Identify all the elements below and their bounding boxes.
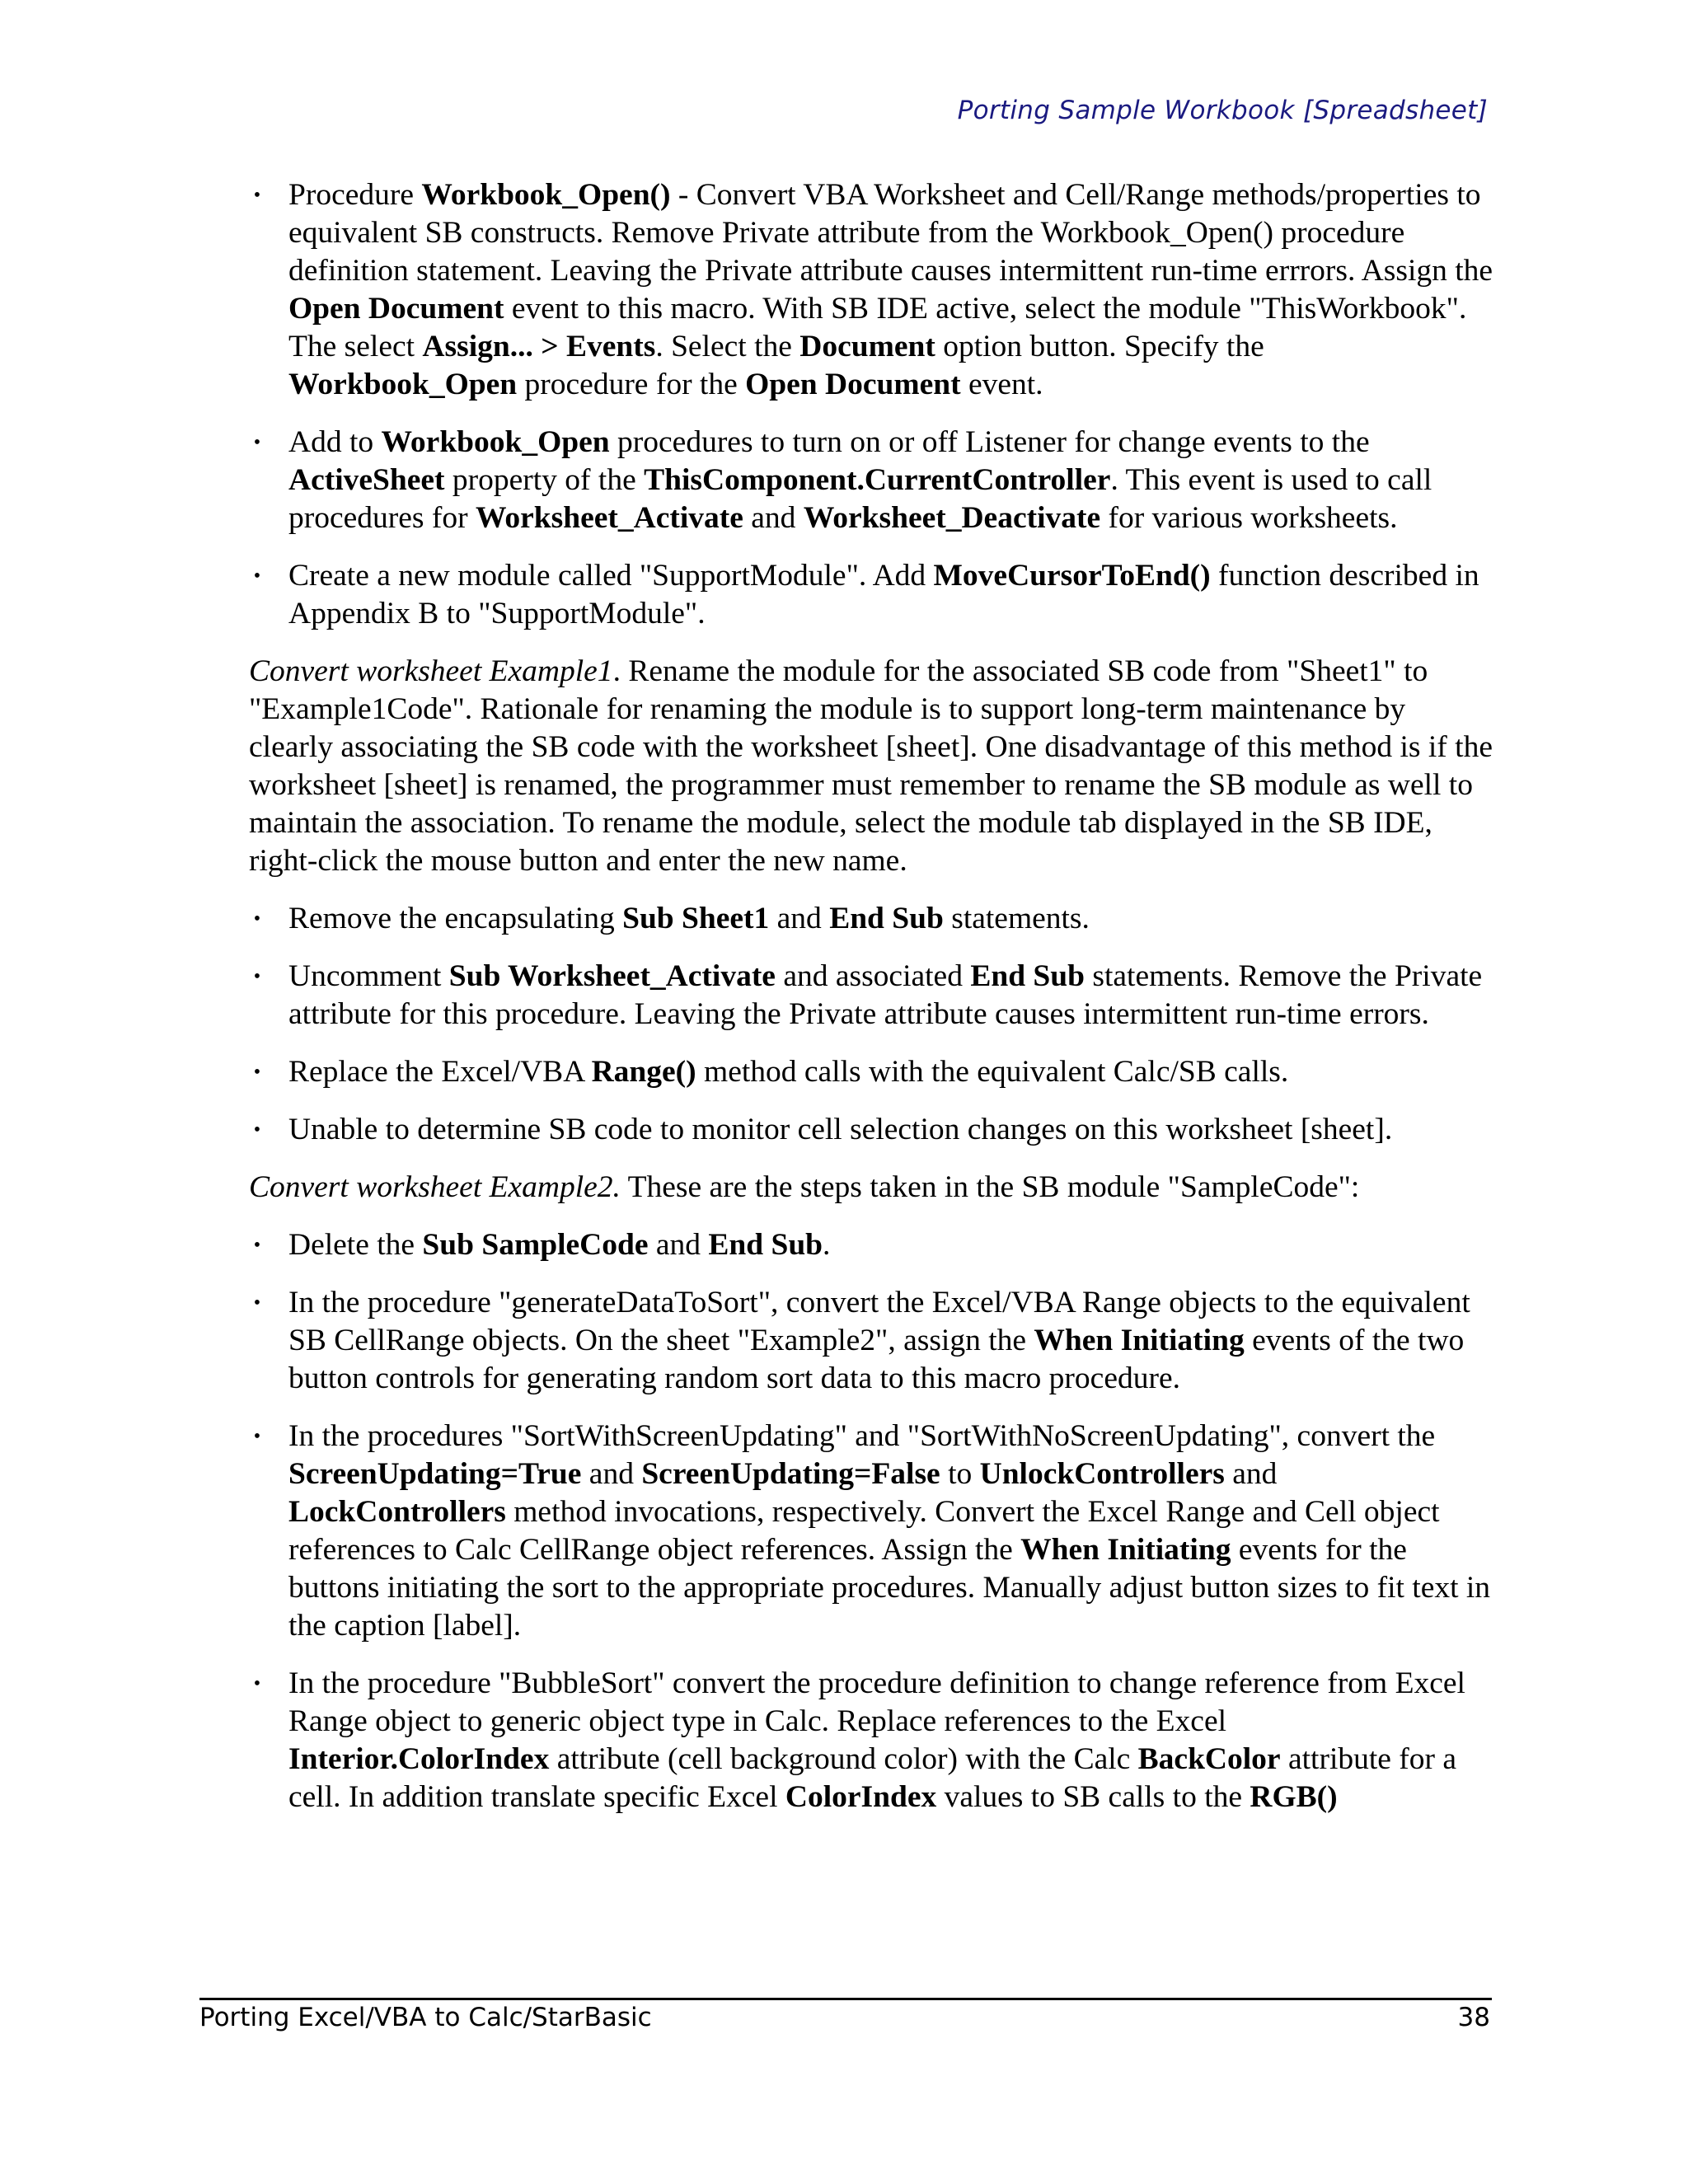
- bullet-icon: •: [253, 1119, 261, 1141]
- bullet-list-example2: [249, 1226, 1493, 1816]
- footer-title: Porting Excel/VBA to Calc/StarBasic: [199, 2003, 652, 2032]
- bullet-icon: •: [253, 1673, 261, 1694]
- list-item: • In the procedure "BubbleSort" convert the procedure definition to change reference from Excel Range object to generic object type in Calc. Replace references to the Excel Interior.ColorIndex attribute (cell background color) with the Calc BackColor attribute for a cell. In addition translate specific Excel ColorIndex values to SB calls to the RGB(): [249, 1665, 1493, 1816]
- bullet-icon: •: [253, 966, 261, 987]
- footer-divider: [199, 1998, 1492, 2000]
- bullet-icon: •: [253, 432, 261, 453]
- page-number: 38: [1457, 2003, 1490, 2032]
- list-item: • Remove the encapsulating Sub Sheet1 and End Sub statements.: [249, 900, 1493, 938]
- list-item: • In the procedure "generateDataToSort", convert the Excel/VBA Range objects to the equivalent SB CellRange objects. On the sheet "Example2", assign the When Initiating events of the two button controls for generating random sort data to this macro procedure.: [249, 1284, 1493, 1398]
- list-item: • Delete the Sub SampleCode and End Sub.: [249, 1226, 1493, 1264]
- bullet-icon: •: [253, 185, 261, 206]
- bullet-icon: •: [253, 1062, 261, 1083]
- list-item: • Add to Workbook_Open procedures to turn on or off Listener for change events to the ActiveSheet property of the ThisComponent.CurrentController. This event is used to call procedures for Worksheet_Activate and Worksheet_Deactivate for various worksheets.: [249, 424, 1493, 537]
- list-item: • Create a new module called "SupportModule". Add MoveCursorToEnd() function described in Appendix B to "SupportModule".: [249, 557, 1493, 633]
- bullet-icon: •: [253, 1235, 261, 1256]
- bullet-icon: •: [253, 908, 261, 930]
- paragraph-example2: Convert worksheet Example2. These are the steps taken in the SB module "SampleCode":: [249, 1170, 1360, 1204]
- page-body: [249, 176, 1493, 1836]
- running-header: Porting Sample Workbook [Spreadsheet]: [957, 96, 1488, 125]
- list-item: • In the procedures "SortWithScreenUpdating" and "SortWithNoScreenUpdating", convert the ScreenUpdating=True and ScreenUpdating=False to UnlockControllers and LockControllers method invocations, respectively. Convert the Excel Range and Cell object references to Calc CellRange object references. Assign the When Initiating events for the buttons initiating the sort to the appropriate procedures. Manually adjust button sizes to fit text in the caption [label].: [249, 1418, 1493, 1645]
- bullet-icon: •: [253, 565, 261, 587]
- list-item: • Replace the Excel/VBA Range() method calls with the equivalent Calc/SB calls.: [249, 1053, 1493, 1091]
- paragraph-example1: Convert worksheet Example1. Rename the module for the associated SB code from "Sheet1" to "Example1Code". Rationale for renaming the module is to support long-term maintenance by clearly associating the SB code with the worksheet [sheet]. One disadvantage of this method is if the worksheet [sheet] is renamed, the programmer must remember to rename the SB module as well to maintain the association. To rename the module, select the module tab displayed in the SB IDE, right-click the mouse button and enter the new name.: [249, 654, 1493, 878]
- list-item: • Procedure Workbook_Open() - Convert VBA Worksheet and Cell/Range methods/properties to equivalent SB constructs. Remove Private attribute from the Workbook_Open() procedure definition statement. Leaving the Private attribute causes intermittent run-time errrors. Assign the Open Document event to this macro. With SB IDE active, select the module "ThisWorkbook". The select Assign... > Events. Select the Document option button. Specify the Workbook_Open procedure for the Open Document event.: [249, 176, 1493, 404]
- bullet-icon: •: [253, 1292, 261, 1314]
- bullet-list-workbook: [249, 176, 1493, 633]
- bullet-icon: •: [253, 1426, 261, 1447]
- list-item: • Uncomment Sub Worksheet_Activate and associated End Sub statements. Remove the Private attribute for this procedure. Leaving the Private attribute causes intermittent run-time errors.: [249, 958, 1493, 1033]
- bullet-list-example1: [249, 900, 1493, 1149]
- list-item: • Unable to determine SB code to monitor cell selection changes on this worksheet [sheet].: [249, 1111, 1493, 1149]
